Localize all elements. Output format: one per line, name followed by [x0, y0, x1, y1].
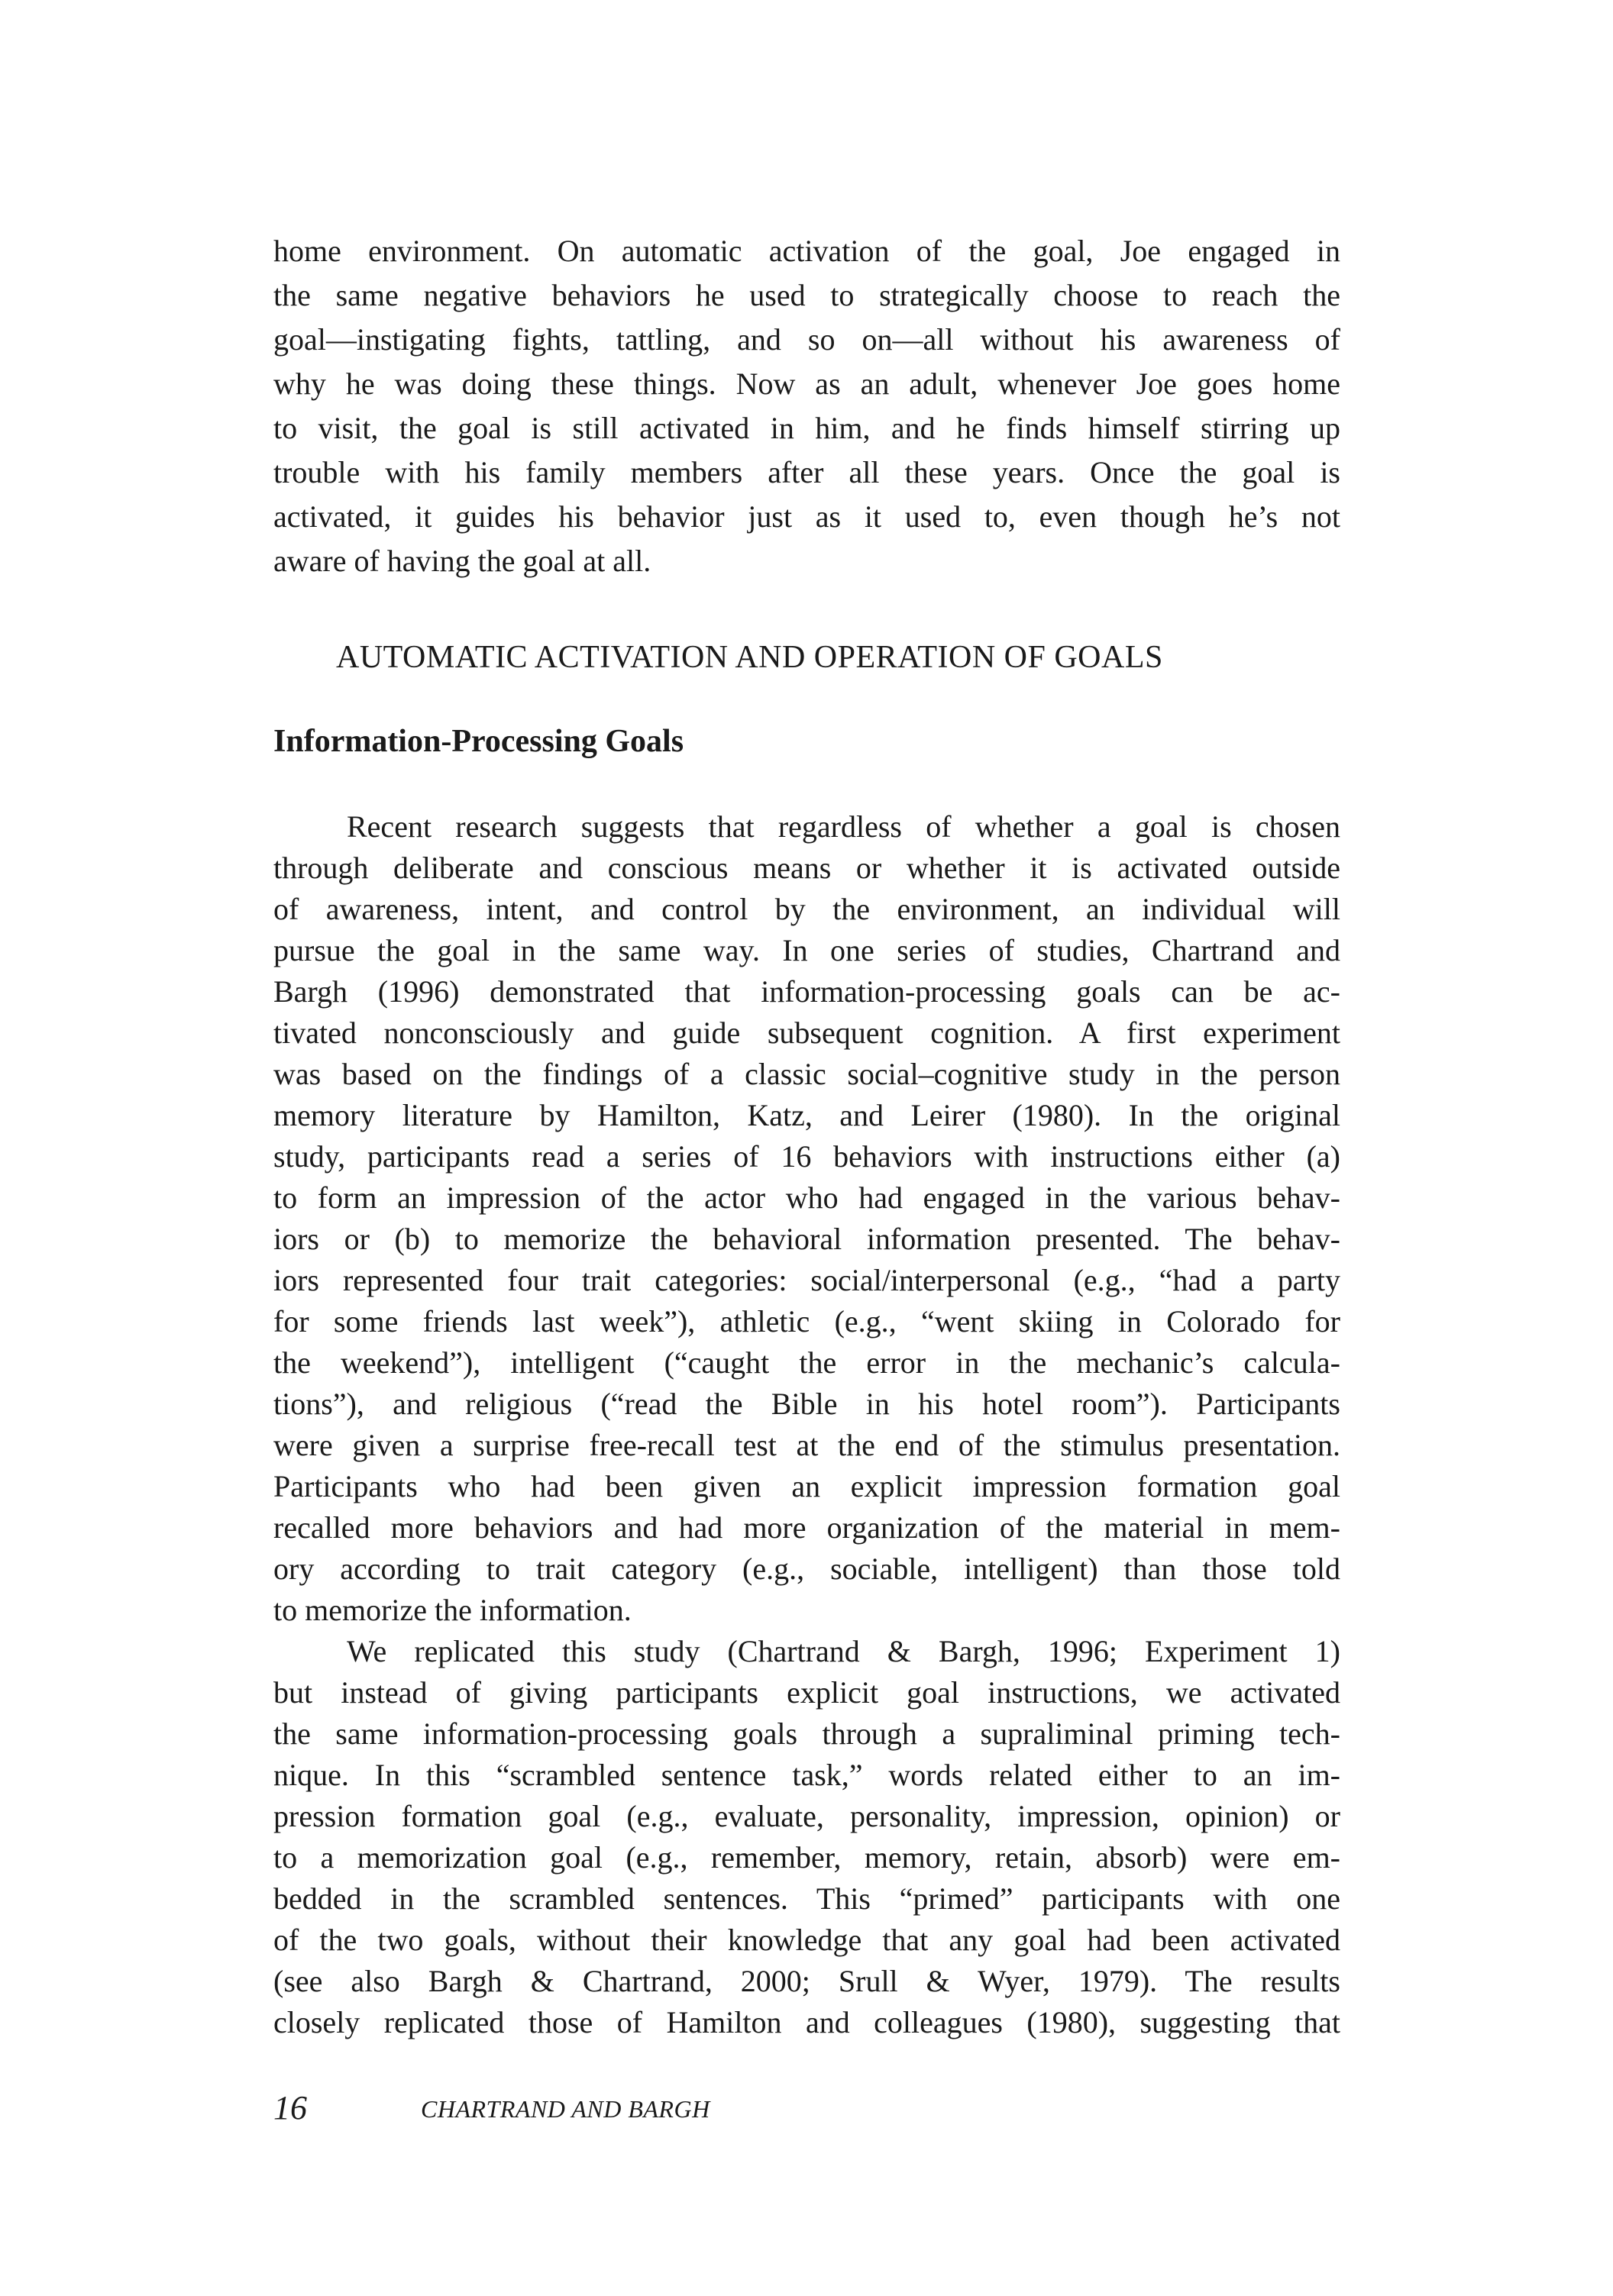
text-line: for some friends last week”), athletic (e.g., “went skiing in Colorado for [273, 1304, 1340, 1339]
text-line: bedded in the scrambled sentences. This “primed” participants with one [273, 1881, 1340, 1916]
text-line: Recent research suggests that regardless of whether a goal is chosen [347, 809, 1340, 844]
text-line: were given a surprise free-recall test at the end of the stimulus presentation. [273, 1428, 1340, 1462]
section-heading: AUTOMATIC ACTIVATION AND OPERATION OF GOALS [336, 640, 1163, 675]
text-line: recalled more behaviors and had more organization of the material in mem- [273, 1510, 1340, 1545]
text-line: home environment. On automatic activation of the goal, Joe engaged in [273, 234, 1340, 268]
text-line: memory literature by Hamilton, Katz, and Leirer (1980). In the original [273, 1098, 1340, 1132]
paragraph-continued [273, 229, 1340, 583]
text-line: to a memorization goal (e.g., remember, memory, retain, absorb) were em- [273, 1840, 1340, 1875]
text-line: to form an impression of the actor who had engaged in the various behav- [273, 1180, 1340, 1215]
body-text [273, 806, 1340, 2043]
text-line: activated, it guides his behavior just as it used to, even though he’s not [273, 499, 1340, 534]
text-line: through deliberate and conscious means or whether it is activated outside [273, 851, 1340, 885]
text-line: We replicated this study (Chartrand & Bargh, 1996; Experiment 1) [347, 1634, 1340, 1668]
text-line: Bargh (1996) demonstrated that information-processing goals can be ac- [273, 974, 1340, 1009]
text-line: tivated nonconsciously and guide subsequent cognition. A first experiment [273, 1016, 1340, 1050]
text-line: but instead of giving participants explicit goal instructions, we activated [273, 1675, 1340, 1710]
text-line: pursue the goal in the same way. In one series of studies, Chartrand and [273, 933, 1340, 967]
text-line: goal—instigating fights, tattling, and so on—all without his awareness of [273, 322, 1340, 357]
text-line: ory according to trait category (e.g., sociable, intelligent) than those told [273, 1552, 1340, 1586]
text-line: iors or (b) to memorize the behavioral information presented. The behav- [273, 1222, 1340, 1256]
text-line: tions”), and religious (“read the Bible in his hotel room”). Participants [273, 1387, 1340, 1421]
text-line: nique. In this “scrambled sentence task,” words related either to an im- [273, 1758, 1340, 1792]
text-line: to visit, the goal is still activated in him, and he finds himself stirring up [273, 411, 1340, 445]
text-line: why he was doing these things. Now as an adult, whenever Joe goes home [273, 367, 1340, 401]
subsection-heading: Information-Processing Goals [273, 724, 684, 759]
text-line: iors represented four trait categories: social/interpersonal (e.g., “had a party [273, 1263, 1340, 1297]
text-line: trouble with his family members after all these years. Once the goal is [273, 455, 1340, 489]
text-line: Participants who had been given an explicit impression formation goal [273, 1469, 1340, 1503]
running-head: CHARTRAND AND BARGH [421, 2095, 710, 2123]
page-number: 16 [273, 2089, 307, 2126]
text-line: of awareness, intent, and control by the environment, an individual will [273, 892, 1340, 926]
text-line: study, participants read a series of 16 behaviors with instructions either (a) [273, 1139, 1340, 1174]
text-line: of the two goals, without their knowledge that any goal had been activated [273, 1923, 1340, 1957]
text-line: the same information-processing goals through a supraliminal priming tech- [273, 1716, 1340, 1751]
text-line: aware of having the goal at all. [273, 544, 651, 578]
text-line: (see also Bargh & Chartrand, 2000; Srull & Wyer, 1979). The results [273, 1964, 1340, 1998]
text-line: the same negative behaviors he used to strategically choose to reach the [273, 278, 1340, 312]
text-line: pression formation goal (e.g., evaluate, personality, impression, opinion) or [273, 1799, 1340, 1833]
text-line: closely replicated those of Hamilton and colleagues (1980), suggesting that [273, 2005, 1340, 2039]
text-line: was based on the findings of a classic social–cognitive study in the person [273, 1057, 1340, 1091]
text-line: the weekend”), intelligent (“caught the error in the mechanic’s calcula- [273, 1345, 1340, 1380]
text-line: to memorize the information. [273, 1593, 632, 1627]
